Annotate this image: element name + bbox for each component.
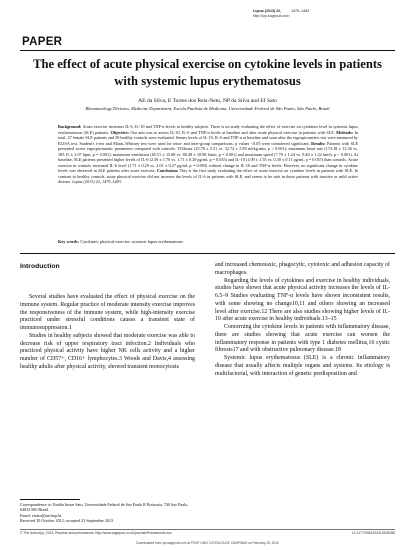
abstract-methods-label: Methods: [336,129,354,135]
correspondence-email[interactable]: Email: eisato@unifesp.br [20,512,62,518]
abstract-conclusion-label: Conclusion: [156,168,179,174]
intro-heading: Introduction [20,263,60,270]
right-paragraph-2: Regarding the levels of cytokines and exercise in healthy individuals, studies have shown that acute physical activity increases the levels of IL-6.5–9 Studies evaluating TNF-α levels have shown inconsistent results, with some showing no change10,11 and others showing an increased level after exercise.12 There are also studies showing higher levels of IL-10 after acute exercise in healthy individuals.13–15 [215,277,390,323]
keywords-text: Cytokines; physical exercise; systemic lupus erythematosus [80,239,183,244]
footer [20,531,395,535]
correspondence-address: Correspondence to: Emilia Inoue Sato, Universidade Federal de Sao Paulo R Botucatu, 740 Sao Paulo, 04023 900 Brazil. [20,502,189,513]
left-column [20,262,195,372]
right-paragraph-4: Systemic lupus erythematosus (SLE) is a chronic inflammatory disease that usually affects multiple organs and systems. Its etiology is multifactorial, with interaction of genetic predisposition and [215,355,390,377]
affiliation: Rheumatology Division, Medicine Department, Escola Paulista de Medicina, Universidade Federal de São Paulo, São Paulo, Brazil [85,106,330,111]
abstract-background: Acute exercise increases IL-6, IL-10 and TNF-α levels in healthy subjects. There is no study evaluating the effect of exercise on cytokines level in systemic lupus erythematosus (SLE) patients. [58,124,358,135]
intro-paragraph-1: Several studies have evaluated the effect of physical exercise on the immune system. Regular practice of moderate intensity exercise improves the responsiveness of the immune system, while high-intensity exercise practiced under stressful conditions causes a transient state of immunosuppression.1 [20,294,195,331]
keywords-label: Key words: [58,239,80,244]
received-dates: Received 30 October 2012; accepted 23 September 2013 [20,517,114,523]
abstract-conclusion: This is the first study evaluating the effect of acute exercise on cytokine levels in patients with SLE. In contrast to healthy controls, acute physical exercise did not increase the levels of IL-6 in patients with SLE, and seems to be safe in those patients with inactive or mild active disease. [58,168,358,185]
journal-header [253,9,393,18]
abstract-citation: Lupus (2013) 22, 1479–1483. [72,179,122,185]
abstract-results: Patients with SLE presented worse ergospirometric parameters compared with controls: VO2max (25.78 ± 5.51 vs. 32.74 ± 5.85 ml/kg.min, p < 0.001); maximum heart rate (174.18 ± 12.36 vs. 185.15 ± 2.07 bpm, p = 0.001); maximum ventilation (65.51 ± 15.68 vs. 80.48 ± 18.98 l/min, p = 0.001) and maximum speed (7.70 ± 1.24 vs. 9.40 ± 1.22 km/h, p < 0.001). At baseline, SLE patients presented higher levels of IL-6 (2.58 ± 1.70 vs. 1.71 ± 0.29 pg/ml, p = 0.035) and IL-10 (1.09 ± 1.55 vs. 0.30 ± 0.11 pg/ml, p = 0.037) than controls. Acute exercise in controls increased IL-6 level (1.71 ± 0.29 vs. 2.01 ± 0.27 pg/ml, p = 0.003) without change in IL-10 and TNF-α levels. However, no significant change in cytokine levels was observed in SLE patients after acute exercise. [58,140,359,174]
copyright: © The Author(s), 2013. Reprints and permissions: http://www.sagepub.co.uk/journalsPermissions.nav [20,531,172,535]
authors: AE da Silva, E Torres dos Reis-Neto, NP da Silva and EI Sato [138,98,277,104]
section-label: PAPER [22,36,63,48]
intro-paragraph-2: Studies in healthy subjects showed that moderate exercise was able to decrease risk of upper respiratory tract infection.2 Individuals who practiced physical activity have higher NK cells activity and a higher number of CD57+, CD16+ lymphocytes.3 Woods and Davis,4 assessing healthy adults after physical activity, showed transient monocytosis [20,332,195,370]
abstract-results-label: Results: [311,140,326,146]
article-title: The effect of acute physical exercise on cytokine levels in patients with systemic lupus erythematosus [33,57,382,88]
abstract-objective-label: Objective: [110,129,130,135]
right-paragraph-1: and increased chemotaxic, phagocytic, cytotoxic and adhesion capacity of macrophages. [215,262,390,276]
journal-url[interactable]: http://lup.sagepub.com [253,13,290,18]
doi[interactable]: 10.1177/0961203313508286 [351,531,395,535]
correspondence-divider [20,499,80,500]
abstract-divider [20,253,395,254]
correspondence [20,502,195,523]
journal-pages: 1479–1483 [291,9,310,13]
abstract-background-label: Background: [58,124,82,129]
right-paragraph-3: Concerning the cytokine levels in patients with inflammatory disease, there are studies showing that acute exercise can worsen the inflammatory response in patients with type 1 diabetes mellitus,16 cystic fibrosis17 and with obstructive pulmonary disease.18 [215,324,390,354]
keywords [58,239,358,245]
abstract [58,124,358,185]
abstract-objective: Our aim was to assess IL-10, IL-6 and TNF-α levels at baseline and after acute physical exercise in patients with SLE. [130,129,335,135]
header-divider [20,50,395,51]
abstract-methods: In total, 27 female SLE patients and 30 healthy controls were evaluated. Serum levels of IL-10, IL-6 and TNF-α at baseline and soon after the ergospirometric test were measured by ELISA test. Student's t-test and Mann–Whitney test were used for intra- and inter-group comparisons; p values <0.05 were considered significant. [58,129,359,146]
journal-citation: Lupus (2013) 22, 1479–1483 [253,9,310,13]
right-column [215,262,390,378]
download-notice: Downloaded from lup.sagepub.com at PONT UNIV CATOLICA DE CAMPINAS on February 28, 2016 [136,541,279,545]
